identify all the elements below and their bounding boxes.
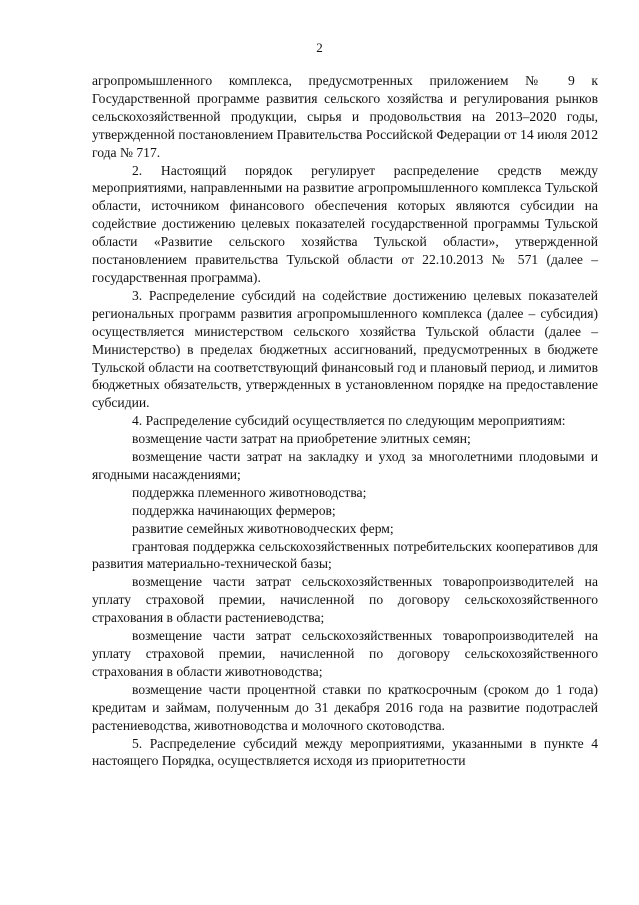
list-item-breeding-livestock: поддержка племенного животноводства; [132, 484, 367, 500]
list-item-interest-rate: возмещение части процентной ставки по краткосрочным (сроком до 1 года) кредитам и займам, полученным до 31 декабря 2016 года на развитие подотраслей растениеводства, животноводства и молочного скотоводства. [92, 681, 598, 733]
list-item-family-farms: развитие семейных животноводческих ферм; [132, 520, 394, 536]
list-item-elite-seeds: возмещение части затрат на приобретение элитных семян; [132, 431, 471, 447]
paragraph-item-2: 2. Настоящий порядок регулирует распределение средств между мероприятиями, направленными на развитие агропромышленного комплекса Тульской области, источником финансового обеспечения которых являются субсидии на содействие достижению целевых показателей государственной программы Тульской области «Развитие сельского хозяйства Тульской области», утвержденной постановлением правительства Тульской области от 22.10.2013 № 571 (далее – государственная программа). [92, 162, 598, 285]
list-item-perennial-plantings: возмещение части затрат на закладку и уход за многолетними плодовыми и ягодными насаждениями; [92, 449, 598, 482]
list-item-insurance-crops: возмещение части затрат сельскохозяйственных товаропроизводителей на уплату страховой премии, начисленной по договору сельскохозяйственного страхования в области растениеводства; [92, 574, 598, 626]
paragraph-intro-continuation: агропромышленного комплекса, предусмотренных приложением № 9 к Государственной программе развития сельского хозяйства и регулирования рынков сельскохозяйственной продукции, сырья и продовольствия на 2013–2020 годы, утвержденной постановлением Правительства Российской Федерации от 14 июля 2012 года № 717. [92, 73, 598, 160]
list-item-insurance-livestock: возмещение части затрат сельскохозяйственных товаропроизводителей на уплату страховой премии, начисленной по договору сельскохозяйственного страхования в области животноводства; [92, 628, 598, 679]
page-number: 2 [316, 40, 323, 55]
paragraph-item-3: 3. Распределение субсидий на содействие достижению целевых показателей региональных программ развития агропромышленного комплекса (далее – субсидия) осуществляется министерством сельского хозяйства Тульской области (далее – Министерство) в пределах бюджетных ассигнований, предусмотренных в бюджете Тульской области на соответствующий финансовый год и плановый период, и лимитов бюджетных обязательств, утвержденных в установленном порядке на предоставление субсидии. [92, 287, 598, 411]
list-item-beginning-farmers: поддержка начинающих фермеров; [132, 502, 336, 518]
document-body [92, 72, 598, 770]
paragraph-item-4: 4. Распределение субсидий осуществляется по следующим мероприятиям: [132, 413, 566, 429]
list-item-cooperative-grants: грантовая поддержка сельскохозяйственных потребительских кооперативов для развития материально-технической базы; [92, 538, 598, 572]
paragraph-item-5: 5. Распределение субсидий между мероприятиями, указанными в пункте 4 настоящего Порядка, осуществляется исходя из приоритетности [92, 735, 598, 769]
